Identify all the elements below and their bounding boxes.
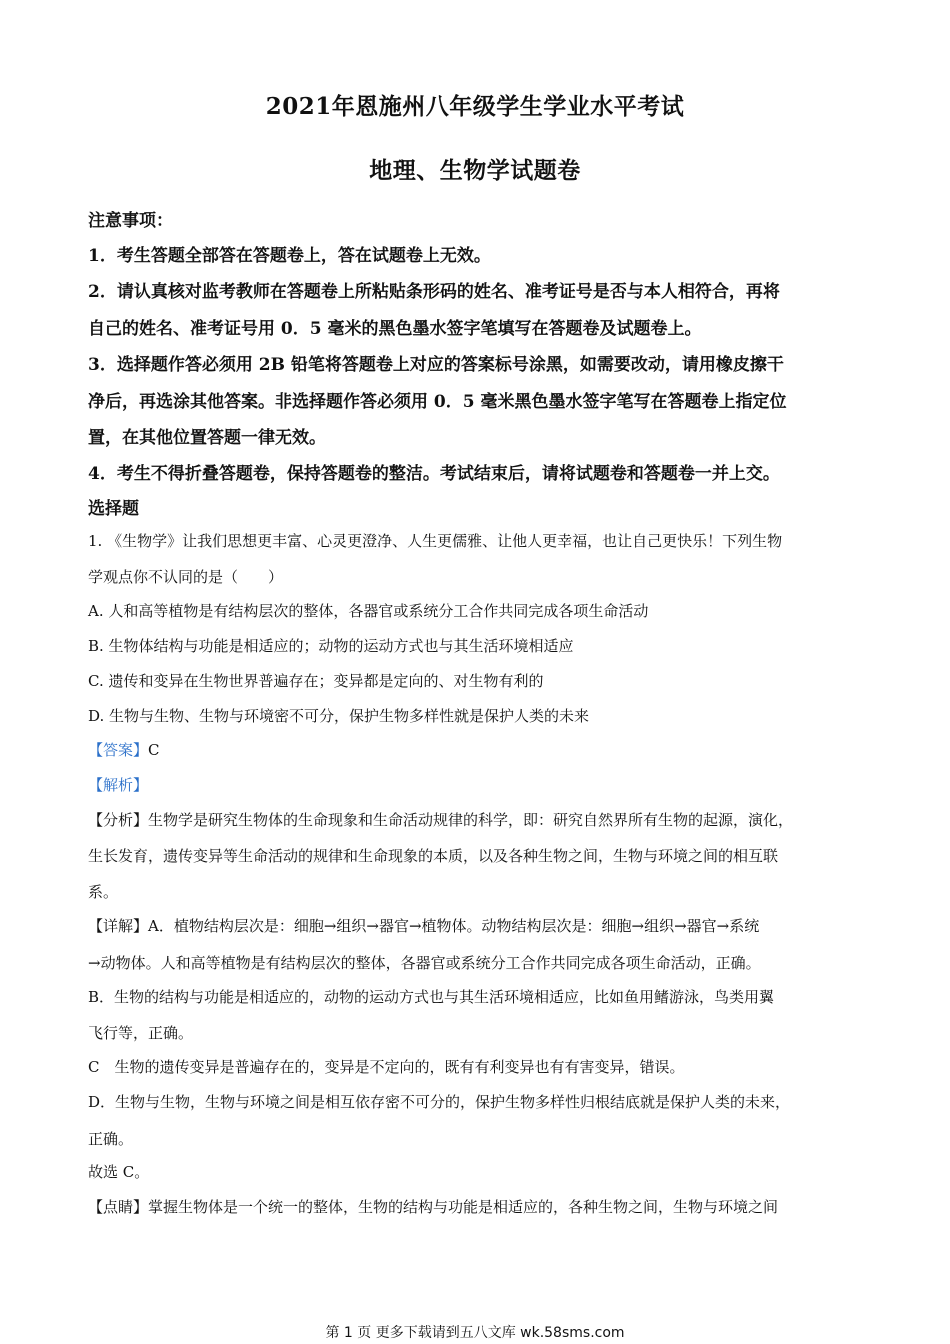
key-point-line: 【点睛】掌握生物体是一个统一的整体，生物的结构与功能是相适应的，各种生物之间，生物与环境之间 <box>88 1198 779 1216</box>
answer-label: 【答案】 <box>88 741 149 759</box>
detail-line-6: D．生物与生物，生物与环境之间是相互依存密不可分的，保护生物多样性归根结底就是保护人类的未来， <box>88 1093 791 1111</box>
analysis-line-3: 系。 <box>88 883 119 901</box>
detail-line-3: B．生物的结构与功能是相适应的，动物的运动方式也与其生活环境相适应，比如鱼用鳍游泳，鸟类用翼 <box>88 988 775 1006</box>
explanation-label: 【解析】 <box>88 776 149 794</box>
analysis-line-2: 生长发育，遗传变异等生命活动的规律和生命现象的本质，以及各种生物之间，生物与环境之间的相互联 <box>88 847 779 865</box>
option-c: C. 遗传和变异在生物世界普遍存在；变异都是定向的、对生物有利的 <box>88 672 544 690</box>
detail-line-7: 正确。 <box>88 1130 134 1148</box>
option-a: A. 人和高等植物是有结构层次的整体，各器官或系统分工合作共同完成各项生命活动 <box>88 602 649 620</box>
notice-item-4: 4．考生不得折叠答题卷，保持答题卷的整洁。考试结束后，请将试题卷和答题卷一并上交。 <box>88 464 780 484</box>
analysis-line-1: 【分析】生物学是研究生物体的生命现象和生命活动规律的科学，即：研究自然界所有生物的起源，演化， <box>88 811 794 829</box>
notice-item-2a: 2．请认真核对监考教师在答题卷上所粘贴条形码的姓名、准考证号是否与本人相符合，再将 <box>88 282 780 302</box>
question-stem-line-2: 学观点你不认同的是（ ） <box>88 568 284 586</box>
answer-value: C <box>148 741 160 759</box>
detail-line-4: 飞行等，正确。 <box>88 1024 194 1042</box>
detail-line-2: →动物体。人和高等植物是有结构层次的整体，各器官或系统分工合作共同完成各项生命活动，正确。 <box>88 954 761 972</box>
option-d: D. 生物与生物、生物与环境密不可分，保护生物多样性就是保护人类的未来 <box>88 707 590 725</box>
answer-line <box>88 739 878 760</box>
exam-subtitle: 地理、生物学试题卷 <box>369 157 581 184</box>
notice-item-2b: 自己的姓名、准考证号用 0．5 毫米的黑色墨水签字笔填写在答题卷及试题卷上。 <box>88 319 702 339</box>
notice-item-3b: 净后，再选涂其他答案。非选择题作答必须用 0．5 毫米黑色墨水签字笔写在答题卷上指定位 <box>88 392 787 412</box>
detail-line-5: C 生物的遗传变异是普遍存在的，变异是不定向的，既有有利变异也有有害变异，错误。 <box>88 1058 685 1076</box>
notice-item-3c: 置，在其他位置答题一律无效。 <box>88 428 326 448</box>
question-stem-line-1: 1. 《生物学》让我们思想更丰富、心灵更澄净、人生更儒雅、让他人更幸福，也让自己更快乐！下列生物 <box>88 532 783 550</box>
conclusion-line: 故选 C。 <box>88 1163 150 1181</box>
detail-line-1: 【详解】A．植物结构层次是：细胞→组织→器官→植物体。动物结构层次是：细胞→组织→器官→系统 <box>88 917 760 935</box>
exam-title: 2021年恩施州八年级学生学业水平考试 <box>265 93 685 120</box>
section-heading: 选择题 <box>88 499 139 519</box>
notice-item-3a: 3．选择题作答必须用 2B 铅笔将答题卷上对应的答案标号涂黑，如需要改动，请用橡皮擦干 <box>88 355 784 375</box>
notice-heading: 注意事项： <box>88 211 173 231</box>
option-b: B. 生物体结构与功能是相适应的；动物的运动方式也与其生活环境相适应 <box>88 637 574 655</box>
notice-item-1: 1．考生答题全部答在答题卷上，答在试题卷上无效。 <box>88 246 491 266</box>
page-footer: 第 1 页 更多下载请到五八文库 wk.58sms.com <box>325 1325 625 1341</box>
